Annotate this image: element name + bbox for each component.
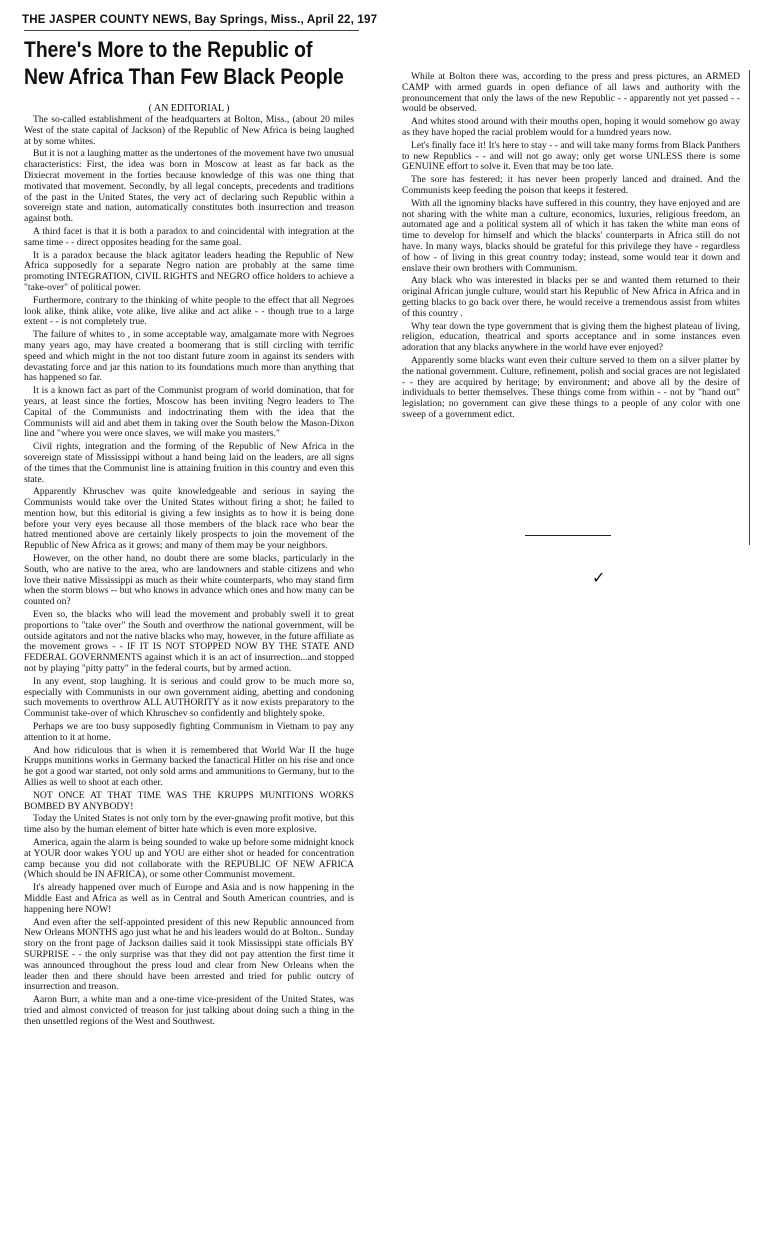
column-margin-line	[749, 70, 750, 545]
headline-line-2: New Africa Than Few Black People	[24, 64, 344, 89]
paragraph: Today the United States is not only torn by the ever-gnawing profit motive, but this time also by the human element of bitter hate which is even more explosive.	[24, 813, 354, 836]
paragraph: It is a paradox because the black agitator leaders heading the Republic of New Africa supposedly for a separate Negro nation are probably at the same time promoting INTEGRATION, CIVIL RIGHTS and NEGRO office holders to achieve a "take-over" of political power.	[24, 249, 354, 293]
paragraph: While at Bolton there was, according to the press and press pictures, an ARMED CAMP with armed guards in open defiance of all laws and authority with the pronouncement that only the laws of the new Republic - - apparently not yet passed - - would be observed.	[402, 71, 740, 115]
paragraph: Any black who was interested in blacks per se and wanted them returned to their original African jungle culture, would start his Republic of New Africa in Africa and in getting blacks to go back over there, he would receive a tremendous assist from whites of this country .	[402, 275, 740, 319]
paragraph: And whites stood around with their mouths open, hoping it would somehow go away as they have hoped the racial problem would for a hundred years now.	[402, 116, 740, 138]
right-column	[402, 72, 740, 423]
paragraph: However, on the other hand, no doubt there are some blacks, particularly in the South, who are native to the area, who are landowners and stable citizens and who love their native Mississippi as much as their white counterparts, who may stand firm when the storm blows -- but who knows in advance which ones and how many can be counted on?	[24, 553, 354, 608]
paragraph: The so-called establishment of the headquarters at Bolton, Miss., (about 20 miles West of the state capital of Jackson) of the Republic of New Africa is being laughed at by some whites.	[24, 114, 354, 147]
paragraph: With all the ignominy blacks have suffered in this country, they have enjoyed and are not sharing with the white man a culture, economics, luxuries, religious freedom, an automated age and a political system all of which it has taken the white man eons of time to develop for himself and which the blacks' counterparts in Africa still do not have. In many ways, blacks should be grateful for this privilege they have - regardless of how - of living in this great country today; instead, some would tear it down and enslave their own brothers with Communism.	[402, 197, 740, 274]
check-mark-annotation: ✓	[592, 568, 606, 587]
paragraph: America, again the alarm is being sounded to wake up before some midnight knock at YOUR door wakes YOU up and YOU are either shot or headed for concentration camp because you did not collaborate with the REPUBLIC OF NEW AFRICA (Which should be IN AFRICA), or some other Communist movement.	[24, 837, 354, 881]
paragraph: The failure of whites to , in some acceptable way, amalgamate more with Negroes many years ago, may have created a boomerang that is still circling with terrific speed and which might in the not too distant future zoom in against its senders with devastating force and jar this nation to its foundations much more than anything that has happened so far.	[24, 329, 354, 384]
paragraph: In any event, stop laughing. It is serious and could grow to be much more so, especially with Communists in our own government aiding, abetting and condoning such movements to overthrow ALL AUTHORITY as it now exists preparatory to the Communist take-over of which Khruschev so confidently and blightely spoke.	[24, 675, 354, 720]
paragraph: NOT ONCE AT THAT TIME WAS THE KRUPPS MUNITIONS WORKS BOMBED BY ANYBODY!	[24, 789, 354, 812]
headline-line-1: There's More to the Republic of	[24, 37, 313, 62]
paragraph: It's already happened over much of Europe and Asia and is now happening in the Middle East and Africa as well as in Central and South American countries, and is happening here NOW!	[24, 882, 354, 915]
headline-rule	[24, 30, 359, 31]
paragraph: And how ridiculous that is when it is remembered that World War II the huge Krupps munitions works in Germany backed the fanactical Hitler on his rise and once he got a good war started, not only sold arms and ammunitions to Germany, but to the Allies as well to shoot at each other.	[24, 744, 354, 789]
paragraph: Perhaps we are too busy supposedly fighting Communism in Vietnam to pay any attention to it at home.	[24, 721, 354, 743]
paragraph: And even after the self-appointed president of this new Republic announced from New Orleans MONTHS ago just what he and his leaders would do at Bolton.. Sunday story on the front page of Jackson dailies said it took Mississippi state officials BY SURPRISE - - the only surprise was that they did not pay attention the first time it was announced throughout the press loud and clear from New Orleans when the leader then and there should have been arrested and tried for public outcry of insurrection and treason.	[24, 916, 354, 993]
masthead: THE JASPER COUNTY NEWS, Bay Springs, Miss., April 22, 197	[22, 14, 378, 26]
paragraph: Why tear down the type government that is giving them the highest plateau of living, religion, education, theatrical and sports acceptance and in some instances even adoration that any blacks anywhere in the world have ever enjoyed?	[402, 320, 740, 354]
paragraph: The sore has festered; it has never been properly lanced and drained. And the Communists keep feeding the poison that keeps it festered.	[402, 174, 740, 196]
paragraph: Apparently Khruschev was quite knowledgeable and serious in saying the Communists would take over the United States without firing a shot; he failed to mention how, but this editorial is giving a few insights as to how it is being done before your very eyes because all those members of the black race who bear the hatred mentioned above are certainly likely prospects to join the movement of the Republic of New Africa as it grows; and many of them may be your neighbors.	[24, 486, 354, 552]
paragraph: Aaron Burr, a white man and a one-time vice-president of the United States, was tried and almost convicted of treason for just talking about doing such a thing in the then unsettled regions of the West and Southwest.	[24, 994, 354, 1027]
paragraph: Apparently some blacks want even their culture served to them on a silver platter by the national government. Culture, refinement, polish and social graces are not legislated - - they are acquired by heritage; by environment; and above all by the desire of individuals to better themselves. These things come from within - - not by "hand out" legislation; no government can give these things to a people of any color with one sweep of a government edict.	[402, 354, 740, 420]
left-column	[24, 115, 354, 1030]
paragraph: A third facet is that it is both a paradox to and coincidental with integration at the same time - - direct opposites heading for the same goal.	[24, 225, 354, 248]
editorial-label: ( AN EDITORIAL )	[148, 103, 230, 114]
paragraph: But it is not a laughing matter as the undertones of the movement have two unusual characteristics: First, the idea was born in Moscow at least as far back as the Dixiecrat movement in the forties because knowledge of this was one thing that motivated that movement. Secondly, by all legal concepts, precedents and traditions of the past in the United States, the very act of declaring such Republic within a sovereign state and nation, automatically constitutes both insurrection and treason against both.	[24, 148, 354, 225]
paragraph: Even so, the blacks who will lead the movement and probably swell it to great proportions to "take over" the South and overthrow the national government, will be outside agitators and not the native blacks who may, however, in the future affiliate as the movement grows - - IF IT IS NOT STOPPED NOW BY THE STATE AND FEDERAL GOVERNMENTS against which it is an act of insurrection...and stopped not by playing "pitty patty" in the federal courts, but by armed action.	[24, 609, 354, 675]
paragraph: Furthermore, contrary to the thinking of white people to the effect that all Negroes look alike, think alike, vote alike, live alike and act alike - - though true to a large extent - - is not completely true.	[24, 294, 354, 328]
paragraph: It is a known fact as part of the Communist program of world domination, that for years, at least since the forties, Moscow has been inviting Negro leaders to The Capital of the Communists and indoctrinating them with the idea that the Communists will aid and abet them in taking over the South below the Mason-Dixon line and "where you were once slaves, we will make you masters."	[24, 385, 354, 440]
end-rule	[525, 535, 611, 536]
headline	[24, 36, 344, 90]
paragraph: Let's finally face it! It's here to stay - - and will take many forms from Black Panthers to new Republics - - and will not go away; only get worse UNLESS there is some GENUINE effort to solve it. Even that may be too late.	[402, 139, 740, 173]
paragraph: Civil rights, integration and the forming of the Republic of New Africa in the sovereign state of Mississippi without a hand being laid on the leaders, are all signs of the times that the Communist line is attaining fruition in this country and even this state.	[24, 441, 354, 485]
